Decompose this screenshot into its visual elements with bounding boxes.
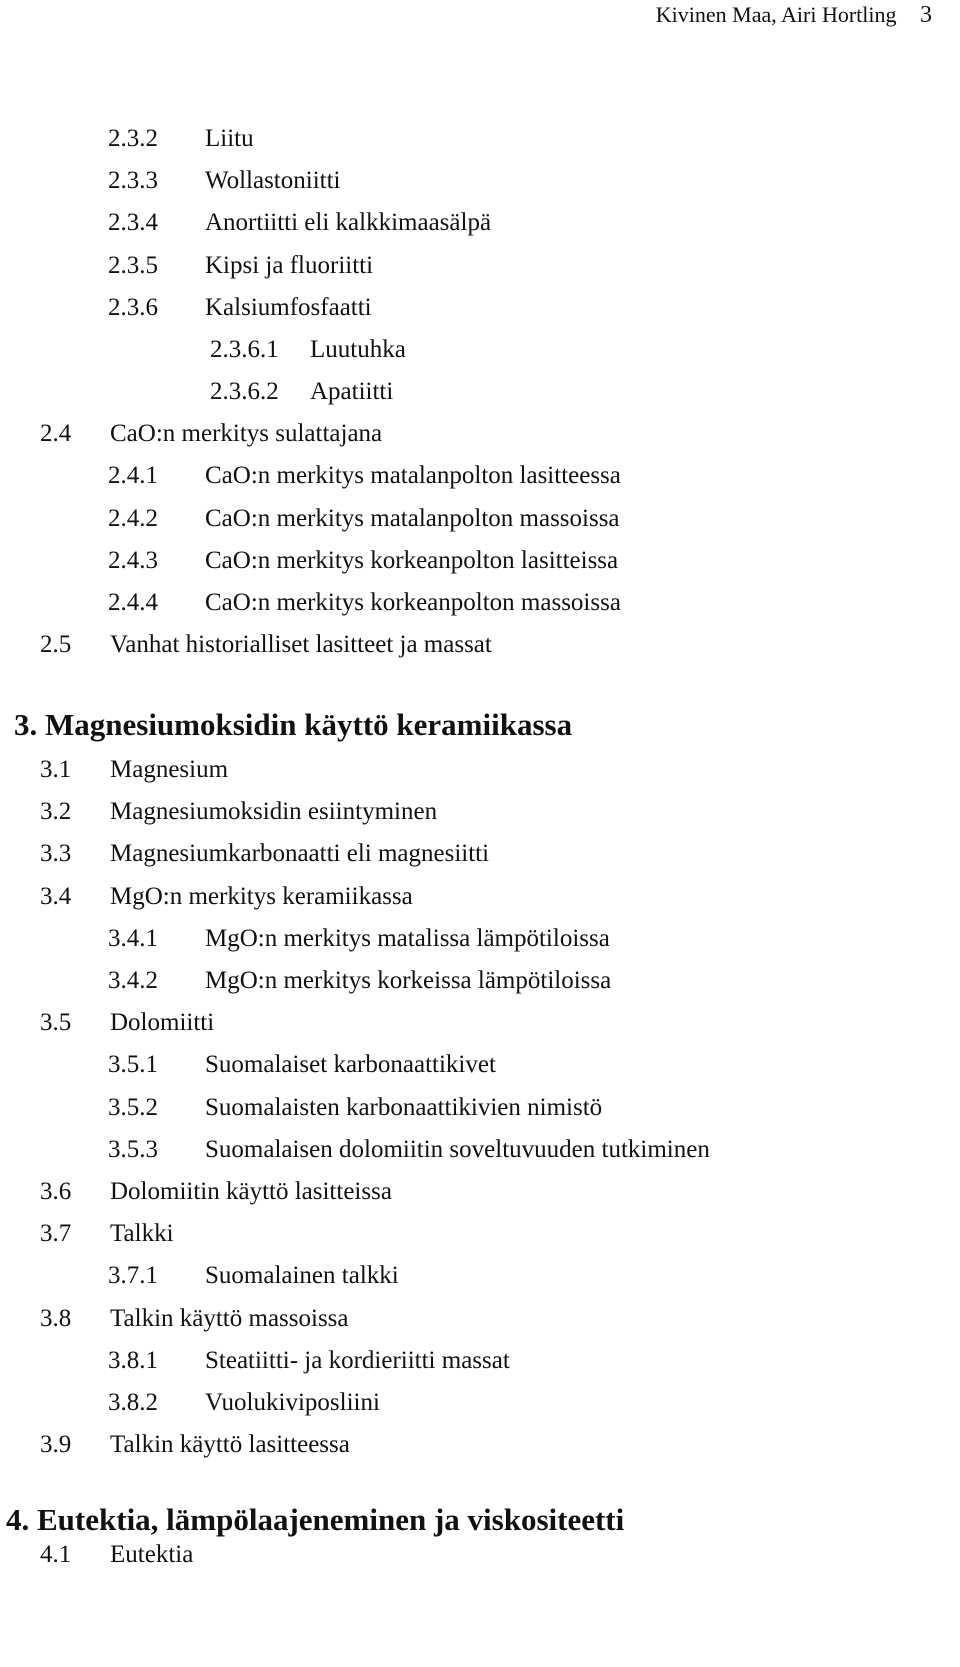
toc-entry-title: Kipsi ja fluoriitti bbox=[205, 252, 374, 279]
toc-entry-title: Vanhat historialliset lasitteet ja massat bbox=[110, 631, 492, 658]
toc-entry-title: Dolomiitin käyttö lasitteissa bbox=[110, 1178, 392, 1205]
page-number: 3 bbox=[920, 2, 932, 28]
toc-entry-number: 3.5.3 bbox=[108, 1136, 158, 1163]
toc-entry-title: MgO:n merkitys korkeissa lämpötiloissa bbox=[205, 967, 612, 994]
toc-entry-number: 2.4.4 bbox=[108, 589, 158, 616]
toc-entry-title: Talkki bbox=[110, 1220, 174, 1247]
toc-entry-number: 3.4.1 bbox=[108, 925, 158, 952]
toc-entry-number: 3.4 bbox=[40, 883, 72, 910]
toc-entry-title: Dolomiitti bbox=[110, 1009, 215, 1036]
toc-entry-title: Suomalaisten karbonaattikivien nimistö bbox=[205, 1094, 603, 1121]
chapter-heading: 4. Eutektia, lämpölaajeneminen ja viskositeetti bbox=[6, 1502, 625, 1537]
toc-entry-number: 3.6 bbox=[40, 1178, 72, 1205]
toc-entry-number: 3.9 bbox=[40, 1431, 72, 1458]
toc-entry-title: MgO:n merkitys matalissa lämpötiloissa bbox=[205, 925, 610, 952]
toc-entry-title: Wollastoniitti bbox=[205, 167, 341, 194]
toc-entry-title: Magnesiumkarbonaatti eli magnesiitti bbox=[110, 840, 490, 867]
toc-entry-title: Liitu bbox=[205, 125, 254, 152]
toc-entry-title: Talkin käyttö lasitteessa bbox=[110, 1431, 350, 1458]
toc-entry-number: 2.3.3 bbox=[108, 167, 158, 194]
toc-entry-title: Anortiitti eli kalkkimaasälpä bbox=[205, 209, 492, 236]
chapter-heading: 3. Magnesiumoksidin käyttö keramiikassa bbox=[14, 707, 573, 742]
toc-entry-title: CaO:n merkitys matalanpolton massoissa bbox=[205, 505, 620, 532]
toc-entry-title: Suomalaiset karbonaattikivet bbox=[205, 1051, 496, 1078]
toc-entry-number: 2.4 bbox=[40, 420, 72, 447]
toc-entry-number: 4.1 bbox=[40, 1541, 72, 1568]
toc-entry-number: 2.4.2 bbox=[108, 505, 158, 532]
header-authors: Kivinen Maa, Airi Hortling bbox=[655, 2, 897, 27]
toc-entry-number: 3.3 bbox=[40, 840, 72, 867]
toc-entry-title: Suomalaisen dolomiitin soveltuvuuden tutkiminen bbox=[205, 1136, 710, 1163]
toc-entry-title: CaO:n merkitys sulattajana bbox=[110, 420, 383, 447]
toc-entry-number: 3.1 bbox=[40, 756, 72, 783]
toc-entry-number: 2.3.4 bbox=[108, 209, 158, 236]
toc-entry-number: 2.3.5 bbox=[108, 252, 158, 279]
toc-entry-title: CaO:n merkitys matalanpolton lasitteessa bbox=[205, 462, 621, 489]
toc-entry-title: Suomalainen talkki bbox=[205, 1262, 399, 1289]
toc-entry-number: 3.5.2 bbox=[108, 1094, 158, 1121]
toc-entry-title: Apatiitti bbox=[310, 378, 394, 405]
toc-entry-number: 2.3.6 bbox=[108, 294, 158, 321]
toc-entry-title: Eutektia bbox=[110, 1541, 194, 1568]
toc-entry-number: 2.5 bbox=[40, 631, 72, 658]
toc-entry-number: 3.4.2 bbox=[108, 967, 158, 994]
toc-entry-number: 2.3.6.2 bbox=[210, 378, 279, 405]
toc-entry-number: 2.3.2 bbox=[108, 125, 158, 152]
toc-entry-title: Kalsiumfosfaatti bbox=[205, 294, 372, 321]
toc-entry-title: Luutuhka bbox=[310, 336, 406, 363]
toc-entry-number: 2.4.1 bbox=[108, 462, 158, 489]
toc-entry-number: 2.3.6.1 bbox=[210, 336, 279, 363]
toc-entry-number: 3.8.2 bbox=[108, 1389, 158, 1416]
toc-entry-number: 3.2 bbox=[40, 798, 72, 825]
toc-entry-title: MgO:n merkitys keramiikassa bbox=[110, 883, 413, 910]
toc-entry-number: 2.4.3 bbox=[108, 547, 158, 574]
toc-entry-title: CaO:n merkitys korkeanpolton lasitteissa bbox=[205, 547, 619, 574]
toc-entry-number: 3.7 bbox=[40, 1220, 72, 1247]
toc-entry-number: 3.8.1 bbox=[108, 1347, 158, 1374]
toc-entry-number: 3.5.1 bbox=[108, 1051, 158, 1078]
toc-entry-title: Magnesiumoksidin esiintyminen bbox=[110, 798, 438, 825]
page-header bbox=[656, 0, 932, 30]
toc-entry-title: Talkin käyttö massoissa bbox=[110, 1305, 349, 1332]
toc-entry-title: Steatiitti- ja kordieriitti massat bbox=[205, 1347, 510, 1374]
toc-entry-number: 3.7.1 bbox=[108, 1262, 158, 1289]
toc-entry-title: Magnesium bbox=[110, 756, 229, 783]
toc-entry-title: CaO:n merkitys korkeanpolton massoissa bbox=[205, 589, 621, 616]
toc-entry-title: Vuolukiviposliini bbox=[205, 1389, 380, 1416]
toc-entry-number: 3.5 bbox=[40, 1009, 72, 1036]
toc-entry-number: 3.8 bbox=[40, 1305, 72, 1332]
